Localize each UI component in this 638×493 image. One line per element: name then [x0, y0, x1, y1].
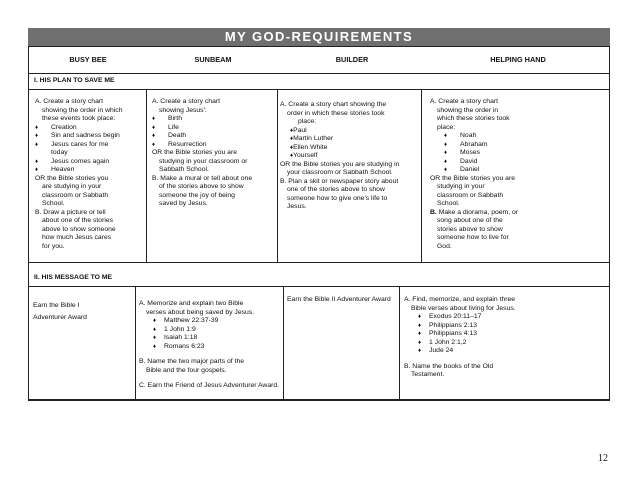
- requirement-text: studying in your classroom or: [159, 157, 248, 165]
- bullet-icon: ♦: [152, 133, 156, 139]
- bullet-icon: ♦: [35, 124, 39, 131]
- requirement-text: saved by Jesus.: [159, 200, 208, 207]
- bullet-icon: ♦: [153, 318, 157, 324]
- list-item: ♦ Moses: [444, 149, 481, 156]
- requirement-text: above to show someone: [42, 225, 116, 233]
- requirement-text: one of the stories above to show: [287, 186, 385, 193]
- requirement-text: your classroom or Sabbath School.: [287, 169, 393, 176]
- requirement-b: B. Make a diorama, poem, or: [430, 208, 519, 216]
- requirement-text: about one of the stories: [42, 217, 114, 224]
- requirement-text: which these stories took: [437, 115, 510, 122]
- requirement-text: Adventurer Award: [33, 314, 87, 321]
- bullet-icon: ♦: [444, 141, 448, 148]
- column-divider: [277, 89, 278, 262]
- requirement-text: Earn the Bible I: [33, 302, 80, 309]
- requirement-text: someone the joy of being: [159, 191, 235, 199]
- requirement-text: Testament.: [411, 371, 445, 378]
- list-item: ♦ Sin and sadness begin: [35, 132, 120, 139]
- requirement-text: place:: [298, 118, 317, 125]
- requirement-c: C. Earn the Friend of Jesus Adventurer Award.: [139, 382, 280, 389]
- list-item: ♦ Matthew 22:37-39: [153, 317, 219, 324]
- requirement-or: OR the Bible stories you are: [430, 174, 516, 182]
- bullet-icon: ♦: [418, 348, 422, 354]
- list-item: ♦ 1 John 1:9: [153, 325, 196, 333]
- requirement-text: order in which these stories took: [287, 109, 385, 117]
- requirement-text: for you.: [42, 242, 65, 250]
- list-item: ♦ Jude 24: [418, 347, 454, 354]
- column-divider: [146, 89, 147, 262]
- bullet-icon: ♦: [152, 116, 156, 122]
- column-header-sunbeam: SUNBEAM: [194, 55, 232, 64]
- requirement-text: are studying in your: [42, 183, 102, 190]
- message-cell-helping-hand: [404, 296, 609, 380]
- requirement-text: Bible and the four gospels.: [146, 366, 227, 374]
- list-item: ♦ Philippians 2:13: [418, 321, 477, 329]
- requirement-text: someone how to give one's life to: [287, 194, 388, 202]
- header-divider: [29, 73, 609, 74]
- requirement-text: place:: [437, 123, 456, 131]
- requirement-a: A. Create a story chart: [430, 98, 498, 105]
- requirement-text: classroom or Sabbath: [42, 191, 109, 199]
- requirement-a: A. Create a story chart: [35, 98, 103, 105]
- column-divider: [399, 286, 400, 401]
- list-item: ♦Paul: [290, 126, 307, 134]
- column-header-builder: BUILDER: [335, 55, 369, 64]
- requirement-text: classroom or Sabbath: [437, 191, 504, 199]
- requirement-text: School.: [437, 200, 460, 207]
- requirement-text: verses about being saved by Jesus.: [146, 308, 255, 316]
- bullet-icon: ♦: [152, 141, 156, 148]
- list-item: ♦ Life: [152, 123, 179, 131]
- plan-cell-sunbeam: [152, 98, 276, 209]
- bullet-icon: ♦: [153, 335, 157, 341]
- plan-cell-helping-hand: [430, 98, 608, 251]
- list-item: ♦ Philippians 4:13: [418, 330, 477, 337]
- section-divider: [29, 89, 609, 90]
- list-item: ♦ Exodus 20:11–17: [418, 313, 482, 320]
- list-item: ♦ David: [444, 157, 478, 165]
- bullet-icon: ♦: [35, 167, 39, 173]
- requirement-a: A. Create a story chart showing the: [280, 101, 387, 108]
- list-item: ♦ Creation: [35, 123, 77, 131]
- list-item: ♦ Jesus cares for me: [35, 140, 109, 148]
- requirement-text: showing the order in which: [42, 106, 123, 114]
- list-item: ♦ Death: [152, 132, 187, 139]
- bullet-icon: ♦: [152, 124, 156, 131]
- list-item: ♦ Daniel: [444, 166, 480, 173]
- list-item: ♦ Jesus comes again: [35, 157, 110, 165]
- bullet-icon: ♦: [418, 331, 422, 337]
- list-item: ♦Ellen White: [290, 143, 328, 151]
- bullet-icon: ♦: [444, 133, 448, 139]
- requirement-text: song about one of the: [437, 217, 503, 224]
- requirement-text: Earn the Bible II Adventurer Award: [287, 296, 391, 303]
- page-number: 12: [598, 453, 608, 464]
- bullet-icon: ♦: [444, 150, 448, 156]
- requirement-a: A. Find, memorize, and explain three: [404, 296, 516, 303]
- requirement-text: of the stories above to show: [159, 183, 244, 190]
- requirement-text: showing the order in: [437, 106, 499, 114]
- bullet-icon: ♦: [418, 314, 422, 320]
- section-divider: [29, 262, 609, 263]
- message-cell-busy-bee: [33, 300, 133, 324]
- requirement-b: B. Plan a skit or newspaper story about: [280, 177, 399, 185]
- requirement-text: Bible verses about living for Jesus.: [411, 304, 516, 312]
- bullet-icon: ♦: [290, 144, 294, 151]
- list-item: ♦ Noah: [444, 132, 477, 139]
- requirement-text: these events took place:: [42, 115, 116, 122]
- list-item: ♦Yourself: [290, 152, 318, 159]
- list-item: ♦ 1 John 2:1,2: [418, 338, 467, 346]
- bullet-icon: ♦: [153, 326, 157, 333]
- column-header-busy-bee: BUSY BEE: [69, 55, 107, 64]
- bullet-icon: ♦: [290, 153, 294, 159]
- column-divider: [135, 286, 136, 401]
- message-cell-builder: [287, 296, 399, 305]
- bullet-icon: ♦: [35, 141, 39, 148]
- bullet-icon: ♦: [153, 343, 157, 350]
- bullet-icon: ♦: [290, 127, 294, 134]
- column-divider: [421, 89, 422, 262]
- bullet-icon: ♦: [444, 167, 448, 173]
- list-item: ♦ Abraham: [444, 140, 488, 148]
- section-divider: [29, 286, 609, 287]
- requirement-text: showing Jesus':: [159, 106, 207, 114]
- requirement-text: School.: [42, 200, 65, 207]
- requirement-text: someone how to live for: [437, 234, 509, 241]
- requirement-text: God.: [437, 242, 452, 250]
- requirement-text: Jesus.: [287, 203, 307, 210]
- requirement-text: studying in your: [437, 183, 485, 190]
- bullet-icon: ♦: [418, 339, 422, 346]
- requirement-b: B. Draw a picture or tell: [35, 208, 106, 216]
- requirement-b: B. Name the books of the Old: [404, 362, 494, 370]
- list-item: today: [51, 149, 68, 156]
- message-cell-sunbeam: [139, 300, 285, 391]
- requirement-or: OR the Bible stories you are: [152, 149, 238, 156]
- column-header-helping-hand: HELPING HAND: [490, 55, 546, 64]
- section-label-plan: I. HIS PLAN TO SAVE ME: [34, 77, 115, 84]
- requirement-or: OR the Bible stories you are studying in: [280, 160, 400, 168]
- requirement-a: A. Memorize and explain two Bible: [139, 300, 244, 307]
- list-item: ♦ Heaven: [35, 166, 75, 173]
- requirement-text: how much Jesus cares: [42, 234, 112, 241]
- bullet-icon: ♦: [35, 133, 39, 139]
- plan-cell-busy-bee: [35, 98, 145, 251]
- list-item: ♦ Isaiah 1:18: [153, 334, 198, 341]
- requirement-text: Sabbath School.: [159, 166, 209, 173]
- requirement-a: A. Create a story chart: [152, 98, 220, 105]
- requirement-b: B. Name the two major parts of the: [139, 358, 245, 365]
- bullet-icon: ♦: [418, 322, 422, 329]
- list-item: ♦ Birth: [152, 115, 182, 122]
- bullet-icon: ♦: [290, 136, 294, 142]
- list-item: ♦Martin Luther: [290, 135, 334, 142]
- plan-cell-builder: [280, 101, 420, 212]
- section-label-message: II. HIS MESSAGE TO ME: [34, 274, 113, 281]
- requirements-table: [28, 46, 610, 401]
- bullet-icon: ♦: [444, 158, 448, 165]
- page-title: MY GOD-REQUIREMENTS: [28, 28, 610, 46]
- requirement-b: B. Make a mural or tell about one: [152, 174, 253, 182]
- list-item: ♦ Resurrection: [152, 140, 207, 148]
- requirement-or: OR the Bible stories you: [35, 174, 109, 182]
- list-item: ♦ Romans 6:23: [153, 342, 205, 350]
- requirement-text: stories above to show: [437, 225, 503, 233]
- bullet-icon: ♦: [35, 158, 39, 165]
